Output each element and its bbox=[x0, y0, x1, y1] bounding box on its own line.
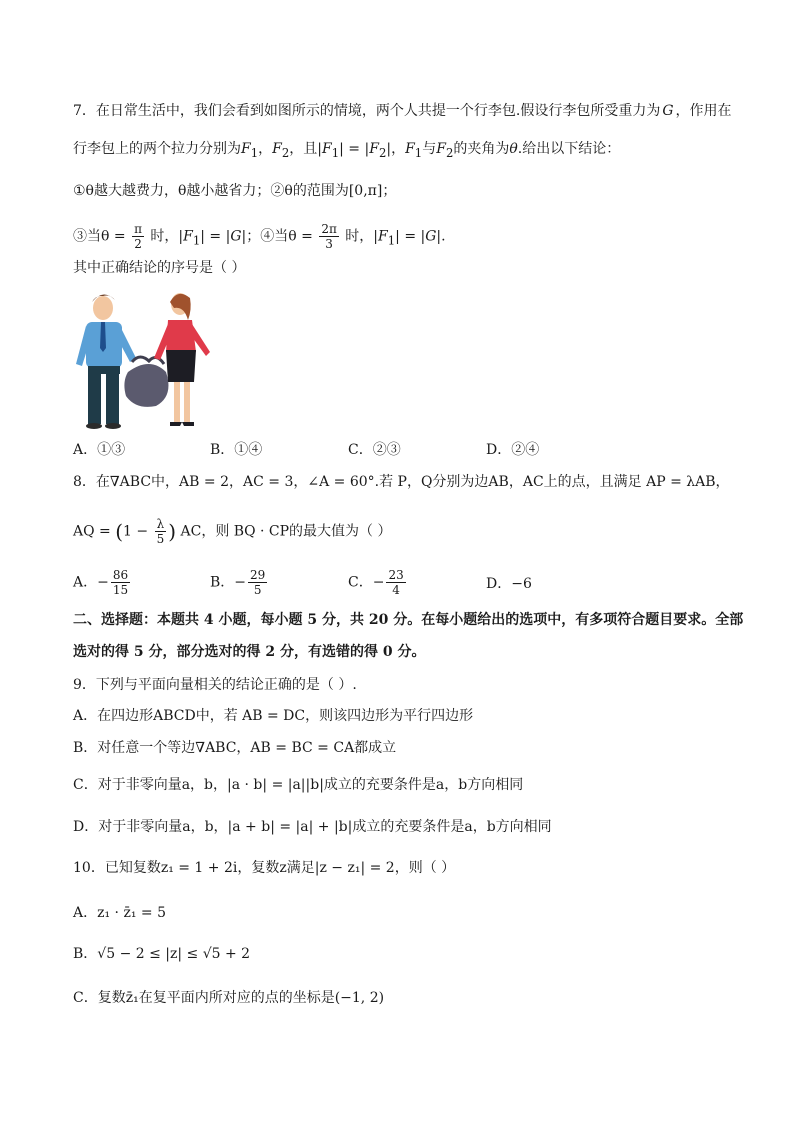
q7-option-a[interactable]: A．①③ bbox=[73, 442, 126, 458]
q10-stem: 10．已知复数z₁ = 1 + 2i，复数z满足|z − z₁| = 2，则（ ） bbox=[73, 860, 456, 876]
q10-option-a[interactable]: A．z₁ · z̄₁ = 5 bbox=[73, 905, 166, 921]
q10-option-b[interactable]: B．√5 − 2 ≤ |z| ≤ √5 + 2 bbox=[73, 946, 251, 962]
q8-option-c[interactable]: C．− $\frac{23}{4}$ bbox=[348, 568, 404, 597]
q8-option-a[interactable]: A．− $\frac{86}{15}$ bbox=[73, 568, 129, 597]
q7-line4: ③当θ = $\frac{\pi}{2}$ 时，$|F_1| = |G|$；④当θ = $\frac{2\pi}{3}$ 时，$|F_1| = |G|$. bbox=[73, 222, 446, 251]
q9-stem: 9．下列与平面向量相关的结论正确的是（ ）. bbox=[73, 677, 357, 693]
q8-line2: AQ = (1 − $\frac{\lambda}{5}$ ) AC，则 BQ · CP的最大值为（ ） bbox=[73, 517, 392, 546]
q7-line1: 7．在日常生活中，我们会看到如图所示的情境，两个人共提一个行李包.假设行李包所受重力为 G ，作用在 bbox=[73, 103, 732, 119]
q7-option-d[interactable]: D．②④ bbox=[486, 442, 540, 458]
q9-option-a[interactable]: A．在四边形ABCD中，若 AB = DC，则该四边形为平行四边形 bbox=[73, 708, 474, 724]
q8-line1: 8．在∇ABC中，AB = 2，AC = 3，∠A = 60°.若 P，Q分别为边AB，AC上的点，且满足 AP = λAB， bbox=[73, 474, 730, 490]
q9-option-d[interactable]: D．对于非零向量a，b，|a + b| = |a| + |b|成立的充要条件是a，b方向相同 bbox=[73, 819, 552, 835]
two-people-carrying-bag-illustration bbox=[70, 286, 220, 432]
q7-line5: 其中正确结论的序号是（ ） bbox=[73, 260, 246, 276]
q10-option-c[interactable]: C．复数z̄₁在复平面内所对应的点的坐标是(−1, 2) bbox=[73, 990, 385, 1006]
q7-line3: ①θ越大越费力，θ越小越省力；②θ的范围为[0,π]； bbox=[73, 183, 397, 199]
q7-option-c[interactable]: C．②③ bbox=[348, 442, 401, 458]
section2-header-line1: 二、选择题：本题共 4 小题，每小题 5 分，共 20 分。在每小题给出的选项中，有多项符合题目要求。全部 bbox=[73, 612, 744, 628]
section2-header-line2: 选对的得 5 分，部分选对的得 2 分，有选错的得 0 分。 bbox=[73, 644, 426, 660]
q7-option-b[interactable]: B．①④ bbox=[210, 442, 263, 458]
q8-option-d[interactable]: D．−6 bbox=[486, 576, 532, 592]
q8-option-b[interactable]: B．− $\frac{29}{5}$ bbox=[210, 568, 266, 597]
q9-option-b[interactable]: B．对任意一个等边∇ABC，AB = BC = CA都成立 bbox=[73, 740, 397, 756]
q9-option-c[interactable]: C．对于非零向量a，b，|a · b| = |a||b|成立的充要条件是a，b方向相同 bbox=[73, 777, 524, 793]
q7-line2: 行李包上的两个拉力分别为$F_1$，$F_2$，且$|F_1| = |F_2|$，$F_1$与$F_2$的夹角为θ.给出以下结论： bbox=[73, 141, 621, 160]
